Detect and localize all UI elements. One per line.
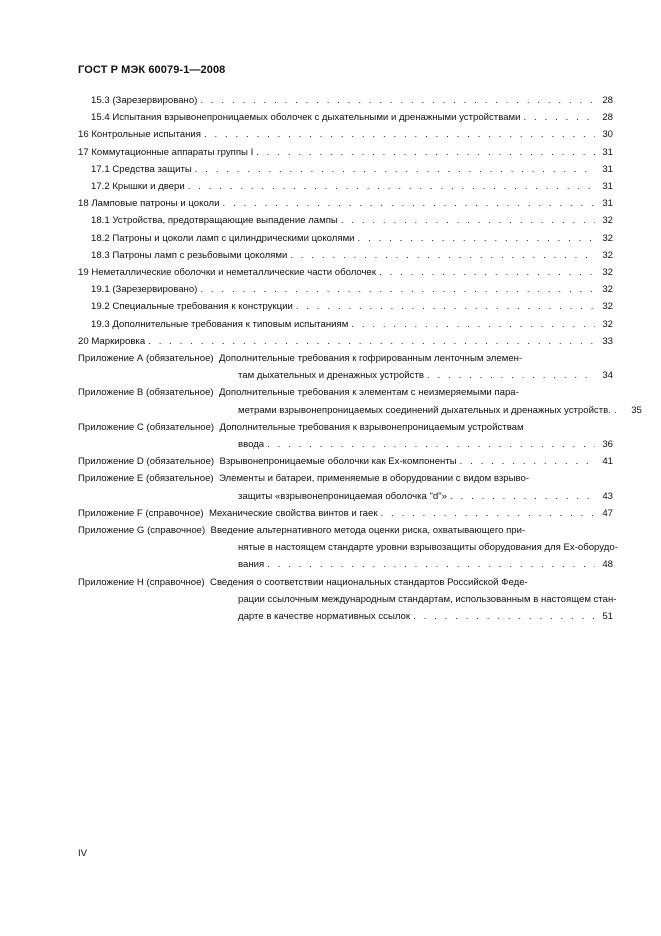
dot-leader xyxy=(447,488,595,505)
toc-entry-title: 18.3 Патроны ламп с резьбовыми цоколями xyxy=(91,249,288,261)
toc-entry-page: 32 xyxy=(602,267,613,279)
toc-entry-page: 32 xyxy=(602,301,613,313)
toc-entry[interactable] xyxy=(78,333,613,350)
toc-entry-title: 19.2 Специальные требования к конструкции xyxy=(91,301,293,313)
toc-entry[interactable] xyxy=(78,178,613,195)
toc-entry-page: 32 xyxy=(602,232,613,244)
appendix-title-line: рации ссылочным международным стандартам, использованным в настоящем стан- xyxy=(238,593,617,605)
appendix-title-line: ввода xyxy=(238,439,265,451)
toc-entry-page: 31 xyxy=(602,163,613,175)
appendix-title-line: Дополнительные требования к взрывонепроницаемым устройствам xyxy=(219,421,524,433)
toc-entry[interactable] xyxy=(78,281,613,298)
appendix-label: Приложение В (обязательное) xyxy=(78,387,214,399)
toc-entry[interactable] xyxy=(78,144,613,161)
toc-entry[interactable] xyxy=(78,264,613,281)
dot-leader xyxy=(185,178,595,195)
dot-leader xyxy=(424,367,595,384)
toc-entry-title: 17 Коммутационные аппараты группы I xyxy=(78,146,254,158)
toc-entry-title: 18 Ламповые патроны и цоколи xyxy=(78,198,220,210)
toc-appendix-entry[interactable] xyxy=(78,384,642,418)
toc-entry-page: 32 xyxy=(602,249,613,261)
appendix-title-line: там дыхательных и дренажных устройств xyxy=(238,370,424,382)
appendix-title-line: нятые в настоящем стандарте уровни взрывозащиты оборудования для Ex-оборудо- xyxy=(238,542,618,554)
appendix-title-line: Введение альтернативного метода оценки риска, охватывающего при- xyxy=(210,525,526,537)
toc-entry[interactable] xyxy=(78,92,613,109)
appendix-label: Приложение А (обязательное) xyxy=(78,353,214,365)
dot-leader xyxy=(410,608,595,625)
appendix-label: Приложение G (справочное) xyxy=(78,525,206,537)
toc-entry-page: 43 xyxy=(602,490,613,502)
toc-entry[interactable] xyxy=(78,316,613,333)
appendix-title-line: вания xyxy=(238,559,265,571)
appendix-title-line: Элементы и батареи, применяемые в оборудовании с видом взрыво- xyxy=(218,473,530,485)
toc-entry-title: 16 Контрольные испытания xyxy=(78,129,201,141)
appendix-title-line: защиты «взрывонепроницаемая оболочка "d"» xyxy=(238,490,448,502)
toc-entry[interactable] xyxy=(78,161,613,178)
dot-leader xyxy=(376,264,595,281)
toc-entry-title: 19.3 Дополнительные требования к типовым испытаниям xyxy=(91,318,349,330)
dot-leader xyxy=(264,556,595,573)
toc-appendices xyxy=(78,350,642,625)
toc-appendix-entry[interactable] xyxy=(78,453,613,470)
toc-appendix-entry[interactable] xyxy=(78,522,618,574)
toc-entry[interactable] xyxy=(78,230,613,247)
toc-entry-title: 18.2 Патроны и цоколи ламп с цилиндрическими цоколями xyxy=(91,232,355,244)
toc-entry-page: 51 xyxy=(602,611,613,623)
dot-leader xyxy=(145,333,595,350)
dot-leader xyxy=(264,436,595,453)
appendix-title-line: Дополнительные требования к гофрированным ленточным элемен- xyxy=(218,353,523,365)
toc-entry[interactable] xyxy=(78,212,613,229)
toc-entry-page: 28 xyxy=(602,112,613,124)
toc-entry-title: 17.2 Крышки и двери xyxy=(91,181,185,193)
toc-entry-page: 35 xyxy=(631,404,642,416)
toc-entry[interactable] xyxy=(78,298,613,315)
toc-entry-title: 18.1 Устройства, предотвращающие выпадение лампы xyxy=(91,215,338,227)
toc-entry-title: 15.3 (Зарезервировано) xyxy=(91,95,198,106)
appendix-title-line: Сведения о соответствии национальных стандартов Российской Феде- xyxy=(210,576,528,588)
toc-entry-page: 32 xyxy=(602,215,613,227)
appendix-title-line: метрами взрывонепроницаемых соединений дыхательных и дренажных устройств. xyxy=(238,404,611,416)
toc-entry-page: 31 xyxy=(602,198,613,210)
appendix-title-line: Взрывонепроницаемые оболочки как Ex-компоненты xyxy=(219,456,457,468)
dot-leader xyxy=(201,126,595,143)
dot-leader xyxy=(348,316,595,333)
toc-appendix-entry[interactable] xyxy=(78,505,613,522)
dot-leader xyxy=(219,195,595,212)
dot-leader xyxy=(355,230,595,247)
toc-entry-page: 31 xyxy=(602,181,613,193)
dot-leader xyxy=(197,281,595,298)
dot-leader xyxy=(611,402,624,419)
dot-leader xyxy=(378,505,595,522)
appendix-label: Приложение С (обязательное) xyxy=(78,421,215,433)
dot-leader xyxy=(338,212,595,229)
appendix-label: Приложение F (справочное) xyxy=(78,507,204,519)
toc-entry-title: 20 Маркировка xyxy=(78,335,146,347)
toc-sections xyxy=(78,92,613,350)
appendix-title-line: дарте в качестве нормативных ссылок xyxy=(238,611,411,623)
toc-entry-title: 15.4 Испытания взрывонепроницаемых оболочек с дыхательными и дренажными устройствами xyxy=(91,112,521,124)
page-number: IV xyxy=(78,848,88,859)
toc-entry-page: 41 xyxy=(602,456,613,468)
appendix-title-line: Дополнительные требования к элементам с неизмеряемыми пара- xyxy=(218,387,519,399)
toc-entry-title: 19 Неметаллические оболочки и неметаллические части оболочек xyxy=(78,267,377,279)
toc-entry[interactable] xyxy=(78,109,613,126)
toc-entry-title: 19.1 (Зарезервировано) xyxy=(91,284,198,296)
appendix-label: Приложение D (обязательное) xyxy=(78,456,215,468)
dot-leader xyxy=(457,453,595,470)
appendix-label: Приложение Н (справочное) xyxy=(78,576,205,588)
appendix-title-line: Механические свойства винтов и гаек xyxy=(208,507,378,519)
toc-entry[interactable] xyxy=(78,195,613,212)
toc-appendix-entry[interactable] xyxy=(78,470,613,504)
toc-entry-page: 32 xyxy=(602,318,613,330)
dot-leader xyxy=(253,144,595,161)
toc-entry-page: 34 xyxy=(602,370,613,382)
dot-leader xyxy=(197,92,595,109)
appendix-label: Приложение Е (обязательное) xyxy=(78,473,214,485)
dot-leader xyxy=(192,161,595,178)
toc-entry-page: 32 xyxy=(602,284,613,296)
dot-leader xyxy=(520,109,595,126)
dot-leader xyxy=(293,298,595,315)
toc-entry-page: 31 xyxy=(602,146,613,158)
toc-appendix-entry[interactable] xyxy=(78,350,613,384)
toc-entry-title: 17.1 Средства защиты xyxy=(91,163,192,175)
toc-entry[interactable] xyxy=(78,247,613,264)
toc-appendix-entry[interactable] xyxy=(78,419,613,453)
toc-entry-page: 33 xyxy=(602,335,613,347)
toc-entry[interactable] xyxy=(78,126,613,143)
toc-appendix-entry[interactable] xyxy=(78,574,617,626)
table-of-contents xyxy=(78,92,642,625)
toc-entry-page: 30 xyxy=(602,129,613,141)
toc-entry-page: 36 xyxy=(602,439,613,451)
toc-entry-page: 47 xyxy=(602,507,613,519)
dot-leader xyxy=(287,247,595,264)
toc-entry-page: 28 xyxy=(602,95,613,106)
toc-entry-page: 48 xyxy=(602,559,613,571)
document-header: ГОСТ Р МЭК 60079-1—2008 xyxy=(78,64,226,76)
